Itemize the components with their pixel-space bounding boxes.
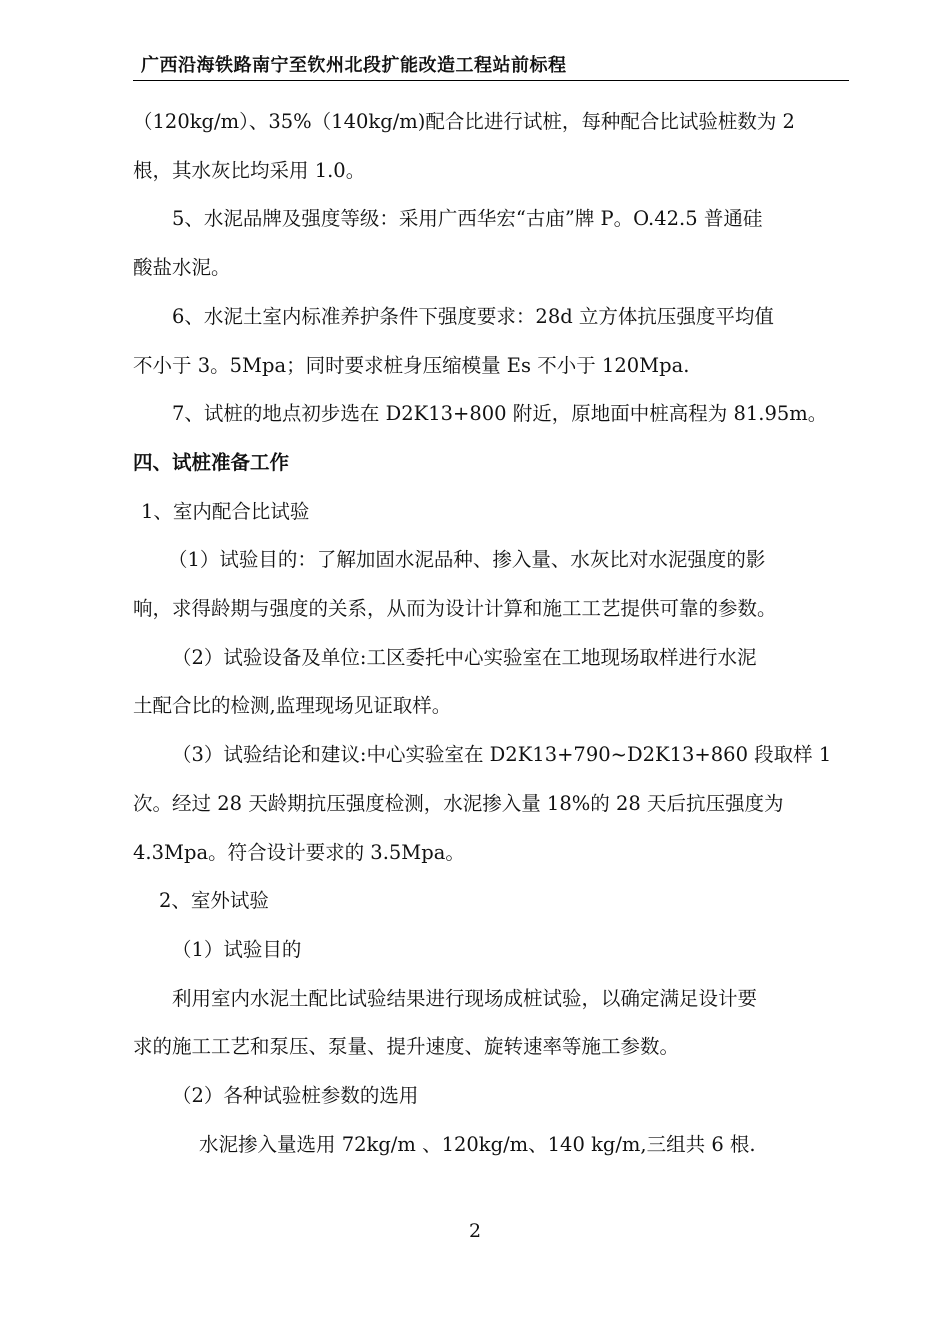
paragraph-line: 4.3Mpa。符合设计要求的 3.5Mpa。	[133, 840, 465, 864]
paragraph-line: 求的施工工艺和泵压、泵量、提升速度、旋转速率等施工参数。	[133, 1035, 680, 1059]
paragraph-line: （3）试验结论和建议:中心实验室在 D2K13+790~D2K13+860 段取样 1	[172, 743, 832, 767]
paragraph-line: 利用室内水泥土配比试验结果进行现场成桩试验，以确定满足设计要	[172, 986, 758, 1010]
paragraph-line: 次。经过 28 天龄期抗压强度检测，水泥掺入量 18%的 28 天后抗压强度为	[133, 791, 784, 815]
paragraph-line: 5、水泥品牌及强度等级：采用广西华宏“古庙”牌 P。O.42.5 普通硅	[172, 207, 763, 231]
paragraph-line: 土配合比的检测,监理现场见证取样。	[133, 694, 452, 718]
paragraph-line: 根，其水灰比均采用 1.0。	[133, 158, 366, 182]
paragraph-line: （1）试验目的	[172, 937, 302, 961]
paragraph-line: 不小于 3。5Mpa；同时要求桩身压缩模量 Es 不小于 120Mpa.	[133, 353, 690, 377]
section-heading: 四、试桩准备工作	[133, 450, 290, 474]
document-body	[133, 98, 849, 1169]
page-number: 2	[468, 1220, 482, 1242]
paragraph-line: （2）试验设备及单位:工区委托中心实验室在工地现场取样进行水泥	[172, 645, 757, 669]
paragraph-line: 7、试桩的地点初步选在 D2K13+800 附近，原地面中桩高程为 81.95m。	[172, 402, 828, 426]
subsection-heading: 1、室内配合比试验	[141, 499, 310, 523]
header-title: 广西沿海铁路南宁至钦州北段扩能改造工程站前标程	[141, 55, 567, 76]
paragraph-line: （2）各种试验桩参数的选用	[172, 1084, 419, 1108]
paragraph-line: （120kg/m）、35%（140kg/m)配合比进行试桩，每种配合比试验桩数为 2	[133, 110, 795, 133]
paragraph-line: 响，求得龄期与强度的关系，从而为设计计算和施工工艺提供可靠的参数。	[133, 597, 777, 621]
page-header	[133, 50, 849, 81]
paragraph-line: 水泥掺入量选用 72kg/m 、120kg/m、140 kg/m,三组共 6 根.	[199, 1132, 756, 1156]
paragraph-line: （1）试验目的：了解加固水泥品种、掺入量、水灰比对水泥强度的影	[168, 548, 766, 572]
paragraph-line: 6、水泥土室内标准养护条件下强度要求：28d 立方体抗压强度平均值	[172, 304, 774, 328]
subsection-heading: 2、室外试验	[159, 889, 269, 913]
paragraph-line: 酸盐水泥。	[133, 256, 231, 280]
